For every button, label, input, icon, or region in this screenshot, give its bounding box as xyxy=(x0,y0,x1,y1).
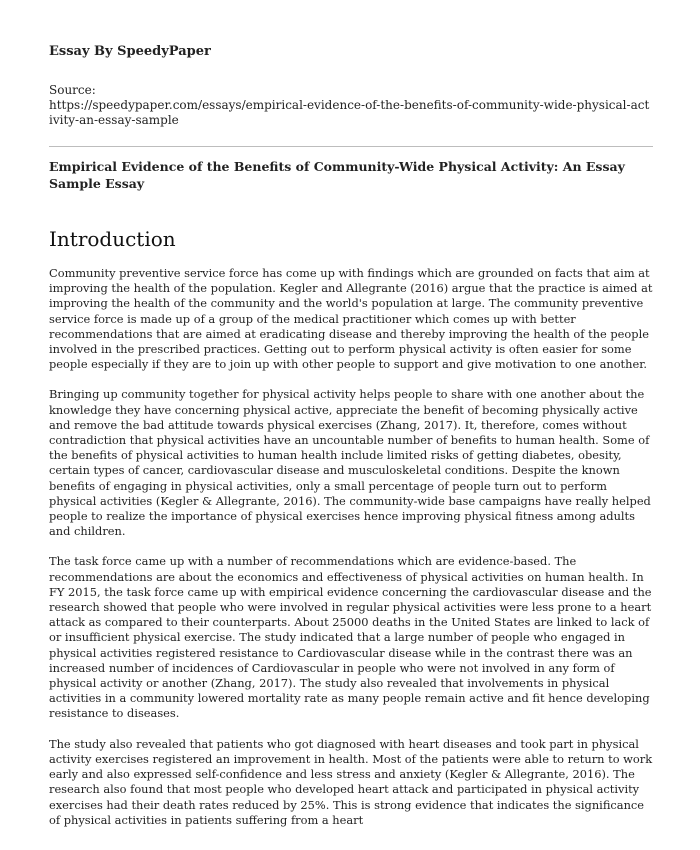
brand-line: Essay By SpeedyPaper xyxy=(49,44,211,59)
source-label: Source: xyxy=(49,83,96,97)
divider xyxy=(49,146,653,147)
paragraph: The task force came up with a number of recommendations which are evidence-based. The recommendations are about the economics and effectiveness of physical activities on human health. In FY 2015, the task force came up with empirical evidence concerning the cardiovascular disease and the research showed that people who were involved in regular physical activities were less prone to a heart attack as compared to their counterparts. About 25000 deaths in the United States are linked to lack of or insufficient physical exercise. The study indicated that a large number of people who engaged in physical activities registered resistance to Cardiovascular disease while in the contrast there was an increased number of incidences of Cardiovascular in people who were not involved in any form of physical activity or another (Zhang, 2017). The study also revealed that involvements in physical activities in a community lowered mortality rate as many people remain active and fit hence developing resistance to diseases. xyxy=(49,554,652,721)
source-block xyxy=(49,83,653,128)
essay-title: Empirical Evidence of the Benefits of Community-Wide Physical Activity: An Essay Sample Essay xyxy=(49,159,625,191)
section-heading-introduction: Introduction xyxy=(49,227,176,251)
paragraph: Bringing up community together for physical activity helps people to share with one another about the knowledge they have concerning physical active, appreciate the benefit of becoming physically active and remove the bad attitude towards physical exercises (Zhang, 2017). It, therefore, comes without contradiction that physical activities have an uncountable number of benefits to human health. Some of the benefits of physical activities to human health include limited risks of getting diabetes, obesity, certain types of cancer, cardiovascular disease and musculoskeletal conditions. Despite the known benefits of engaging in physical activities, only a small percentage of people turn out to perform physical activities (Kegler & Allegrante, 2016). The community-wide base campaigns have really helped people to realize the importance of physical exercises hence improving physical fitness among adults and children. xyxy=(49,387,651,539)
paragraph: The study also revealed that patients who got diagnosed with heart diseases and took part in physical activity exercises registered an improvement in health. Most of the patients were able to return to work early and also expressed self-confidence and less stress and anxiety (Kegler & Allegrante, 2016). The research also found that most people who developed heart attack and participated in physical activity exercises had their death rates reduced by 25%. This is strong evidence that indicates the significance of physical activities in patients suffering from a heart xyxy=(49,736,653,827)
source-url: https://speedypaper.com/essays/empirical-evidence-of-the-benefits-of-community-wide-physical-activity-an-essay-sample xyxy=(49,98,650,127)
paragraph: Community preventive service force has come up with findings which are grounded on facts that aim at improving the health of the population. Kegler and Allegrante (2016) argue that the practice is aimed at improving the health of the community and the world's population at large. The community preventive service force is made up of a group of the medical practitioner which comes up with better recommendations that are aimed at eradicating disease and thereby improving the health of the people involved in the prescribed practices. Getting out to perform physical activity is often easier for some people especially if they are to join up with other people to support and give motivation to one another. xyxy=(49,266,653,372)
